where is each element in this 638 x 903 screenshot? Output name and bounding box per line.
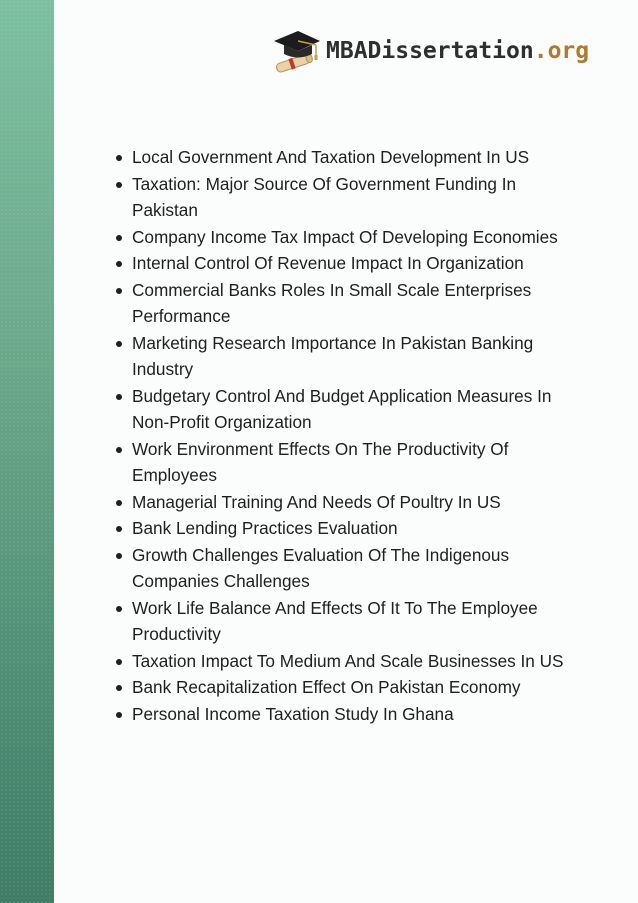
- list-item: Local Government And Taxation Development In US: [114, 144, 584, 171]
- list-item: Bank Lending Practices Evaluation: [114, 515, 584, 542]
- list-item: Personal Income Taxation Study In Ghana: [114, 701, 584, 728]
- list-item: Company Income Tax Impact Of Developing Economies: [114, 224, 584, 251]
- logo-wordmark: [326, 38, 589, 64]
- graduation-cap-diploma-icon: [270, 25, 322, 75]
- list-item: Growth Challenges Evaluation Of The Indigenous Companies Challenges: [114, 542, 584, 595]
- list-item: Commercial Banks Roles In Small Scale Enterprises Performance: [114, 277, 584, 330]
- list-item: Internal Control Of Revenue Impact In Organization: [114, 250, 584, 277]
- list-item: Bank Recapitalization Effect On Pakistan Economy: [114, 674, 584, 701]
- list-item: Managerial Training And Needs Of Poultry In US: [114, 489, 584, 516]
- logo-name: MBADissertation: [326, 38, 534, 64]
- list-item: Work Life Balance And Effects Of It To The Employee Productivity: [114, 595, 584, 648]
- site-logo: [270, 24, 589, 76]
- decorative-side-band: [0, 0, 54, 903]
- list-item: Budgetary Control And Budget Application Measures In Non-Profit Organization: [114, 383, 584, 436]
- list-item: Marketing Research Importance In Pakistan Banking Industry: [114, 330, 584, 383]
- logo-domain-ext: .org: [533, 38, 590, 64]
- list-item: Taxation Impact To Medium And Scale Businesses In US: [114, 648, 584, 675]
- topic-list: [114, 144, 584, 727]
- list-item: Work Environment Effects On The Productivity Of Employees: [114, 436, 584, 489]
- list-item: Taxation: Major Source Of Government Funding In Pakistan: [114, 171, 584, 224]
